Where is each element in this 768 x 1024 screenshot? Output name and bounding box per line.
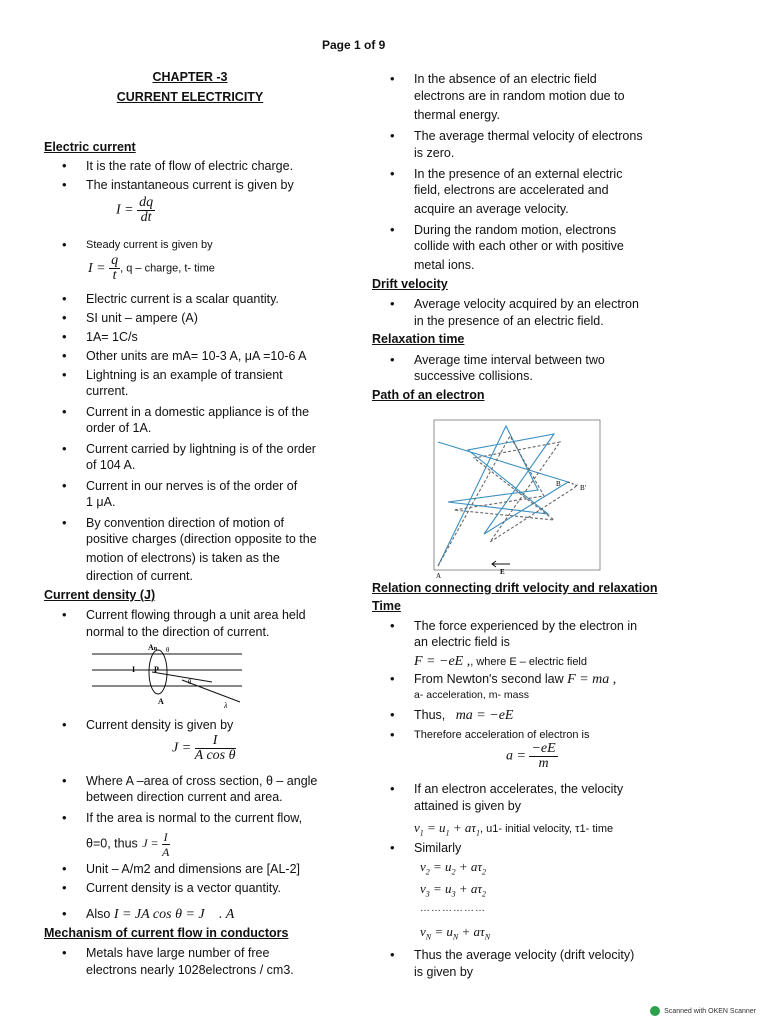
svg-text:λ: λ bbox=[224, 701, 228, 710]
bullet-collisions-cont-2: metal ions. bbox=[414, 258, 475, 272]
chapter-title: CURRENT ELECTRICITY bbox=[116, 90, 264, 104]
bullet-thermal-velocity: • The average thermal velocity of electrons bbox=[414, 127, 643, 146]
bullet-unit-area: • Current flowing through a unit area held bbox=[86, 606, 306, 625]
v1-note: , u1- initial velocity, τ1- time bbox=[480, 823, 614, 835]
formula-vn: $v_N = u_N + a\tau_N$ bbox=[420, 924, 491, 942]
bullet-lightning-transient-cont: current. bbox=[86, 384, 129, 398]
bullet-normal-area: • If the area is normal to the current flow, bbox=[86, 809, 302, 828]
bullet-si-unit: • SI unit – ampere (A) bbox=[86, 309, 198, 328]
bullet-drift-definition: • Average velocity acquired by an electron bbox=[414, 295, 639, 314]
force-note: , where E – electric field bbox=[470, 656, 587, 668]
bullet-convention-cont-3: direction of current. bbox=[86, 569, 193, 583]
bullet-average-velocity: • Thus the average velocity (drift velocity) bbox=[414, 946, 634, 965]
bullet-free-electrons: • Metals have large number of free bbox=[86, 944, 269, 963]
bullet-other-units: • Other units are mA= 10-3 A, μA =10-6 A bbox=[86, 347, 307, 366]
label-b-prime: B' bbox=[580, 484, 586, 492]
label-b: B bbox=[556, 480, 561, 488]
svg-text:An: An bbox=[148, 643, 158, 652]
formula-v1: $v_1 = u_1 + a\tau_1$, u1- initial velocity, τ1- time bbox=[414, 820, 614, 838]
formula-normal-area: θ=0, thus J = $\frac{I}{A}$ bbox=[86, 830, 170, 859]
bullet-unit-area-cont: normal to the direction of current. bbox=[86, 625, 270, 639]
bullet-steady-current: • Steady current is given by bbox=[86, 236, 213, 255]
bullet-free-electrons-cont: electrons nearly 1028electrons / cm3. bbox=[86, 963, 294, 977]
formula-acceleration: a = $\frac{-eE}{m}$ bbox=[506, 741, 556, 771]
ellipsis-dots: ……………… bbox=[420, 903, 486, 914]
bullet-nerve-current-cont: 1 μA. bbox=[86, 495, 116, 509]
bullet-unit-dimensions: • Unit – A/m2 and dimensions are [AL-2] bbox=[86, 860, 300, 879]
bullet-domestic-current-cont: order of 1A. bbox=[86, 421, 152, 435]
bullet-scalar-quantity: • Electric current is a scalar quantity. bbox=[86, 290, 279, 309]
bullet-random-motion: • In the absence of an electric field bbox=[414, 70, 597, 89]
scanner-text: Scanned with OKEN Scanner bbox=[664, 1007, 756, 1015]
normal-area-prefix: θ=0, thus bbox=[86, 836, 138, 851]
bullet-velocity-attained: • If an electron accelerates, the velocity bbox=[414, 780, 623, 799]
bullet-velocity-attained-cont: attained is given by bbox=[414, 799, 522, 813]
bullet-lightning-transient: • Lightning is an example of transient bbox=[86, 366, 283, 385]
bullet-drift-definition-cont: in the presence of an electric field. bbox=[414, 314, 604, 328]
bullet-external-field-cont-1: field, electrons are accelerated and bbox=[414, 183, 609, 197]
bullet-area-angle: • Where A –area of cross section, θ – angle bbox=[86, 772, 317, 791]
formula-force: F = −eE ,, where E – electric field bbox=[414, 654, 587, 669]
formula-steady-current: I = $\frac{q}{t}$ , q – charge, t- time bbox=[88, 253, 215, 283]
bullet-external-field-cont-2: acquire an average velocity. bbox=[414, 202, 569, 216]
bullet-instantaneous-current: • The instantaneous current is given by bbox=[86, 176, 294, 195]
bullet-average-velocity-cont: is given by bbox=[414, 965, 474, 979]
svg-text:P: P bbox=[154, 665, 159, 674]
heading-current-density: Current density (J) bbox=[44, 588, 156, 602]
label-e: E bbox=[500, 568, 505, 576]
bullet-lightning-current: • Current carried by lightning is of the order bbox=[86, 440, 316, 459]
bullet-current-density-given: • Current density is given by bbox=[86, 716, 233, 735]
bullet-random-motion-cont-1: electrons are in random motion due to bbox=[414, 89, 625, 103]
formula-v2: $v_2 = u_2 + a\tau_2$ bbox=[420, 859, 486, 877]
acceleration-mass-note: a- acceleration, m- mass bbox=[414, 689, 529, 701]
heading-electric-current: Electric current bbox=[44, 140, 136, 154]
bullet-newton-law: • From Newton's second law F = ma , bbox=[414, 670, 616, 690]
chapter-number: CHAPTER -3 bbox=[152, 70, 228, 84]
bullet-force: • The force experienced by the electron in bbox=[414, 617, 637, 636]
bullet-vector-quantity: • Current density is a vector quantity. bbox=[86, 879, 281, 898]
bullet-convention: • By convention direction of motion of bbox=[86, 514, 284, 533]
svg-text:I: I bbox=[132, 665, 136, 674]
heading-relaxation-time: Relaxation time bbox=[372, 332, 465, 346]
scanner-watermark bbox=[650, 1006, 756, 1016]
page-number: Page 1 of 9 bbox=[322, 38, 386, 52]
svg-text:θ: θ bbox=[188, 678, 192, 686]
bullet-acceleration: • Therefore acceleration of electron is bbox=[414, 726, 589, 745]
bullet-external-field: • In the presence of an external electric bbox=[414, 165, 622, 184]
bullet-area-angle-cont: between direction current and area. bbox=[86, 790, 283, 804]
heading-path-of-electron: Path of an electron bbox=[372, 388, 485, 402]
bullet-relaxation-definition-cont: successive collisions. bbox=[414, 369, 533, 383]
current-density-diagram bbox=[92, 642, 252, 710]
heading-mechanism: Mechanism of current flow in conductors bbox=[44, 926, 289, 940]
heading-relation: Relation connecting drift velocity and relaxation bbox=[372, 581, 658, 595]
formula-current-density: J = $\frac{I}{\text{A cos θ}}$ bbox=[172, 733, 236, 763]
scanner-logo-icon bbox=[650, 1006, 660, 1016]
bullet-force-cont: an electric field is bbox=[414, 635, 510, 649]
bullet-domestic-current: • Current in a domestic appliance is of the bbox=[86, 403, 309, 422]
newton-label: From Newton's second law bbox=[414, 672, 564, 686]
bullet-collisions: • During the random motion, electrons bbox=[414, 221, 616, 240]
heading-relation-cont: Time bbox=[372, 599, 401, 613]
svg-text:θ: θ bbox=[166, 646, 170, 654]
electron-path-figure bbox=[428, 416, 608, 582]
formula-v3: $v_3 = u_3 + a\tau_2$ bbox=[420, 881, 486, 899]
figure-frame bbox=[434, 420, 600, 570]
path-b-to-b-prime bbox=[568, 482, 578, 486]
bullet-relaxation-definition: • Average time interval between two bbox=[414, 351, 605, 370]
heading-drift-velocity: Drift velocity bbox=[372, 277, 448, 291]
bullet-ampere-definition: • 1A= 1C/s bbox=[86, 328, 138, 347]
also-label: Also bbox=[86, 907, 111, 921]
thus-label: Thus, bbox=[414, 708, 446, 722]
bullet-similarly: • Similarly bbox=[414, 839, 461, 858]
steady-current-note: , q – charge, t- time bbox=[120, 262, 215, 275]
bullet-also-vector: • Also I = JA cos θ = J⃗ . A⃗ bbox=[86, 905, 245, 925]
bullet-rate-of-flow: • It is the rate of flow of electric charge. bbox=[86, 157, 293, 176]
bullet-thus-ma: • Thus, ma = −eE bbox=[414, 706, 513, 726]
svg-text:A: A bbox=[158, 697, 164, 706]
formula-instantaneous-current: I = $\frac{dq}{dt}$ bbox=[116, 195, 154, 225]
bullet-nerve-current: • Current in our nerves is of the order of bbox=[86, 477, 297, 496]
bullet-convention-cont-2: motion of electrons) is taken as the bbox=[86, 551, 280, 565]
bullet-convention-cont-1: positive charges (direction opposite to the bbox=[86, 532, 317, 546]
bullet-lightning-current-cont: of 104 A. bbox=[86, 458, 136, 472]
bullet-collisions-cont-1: collide with each other or with positive bbox=[414, 239, 624, 253]
label-a: A bbox=[436, 572, 442, 580]
electron-path-line bbox=[438, 426, 568, 566]
bullet-random-motion-cont-2: thermal energy. bbox=[414, 108, 500, 122]
bullet-thermal-velocity-cont: is zero. bbox=[414, 146, 455, 160]
